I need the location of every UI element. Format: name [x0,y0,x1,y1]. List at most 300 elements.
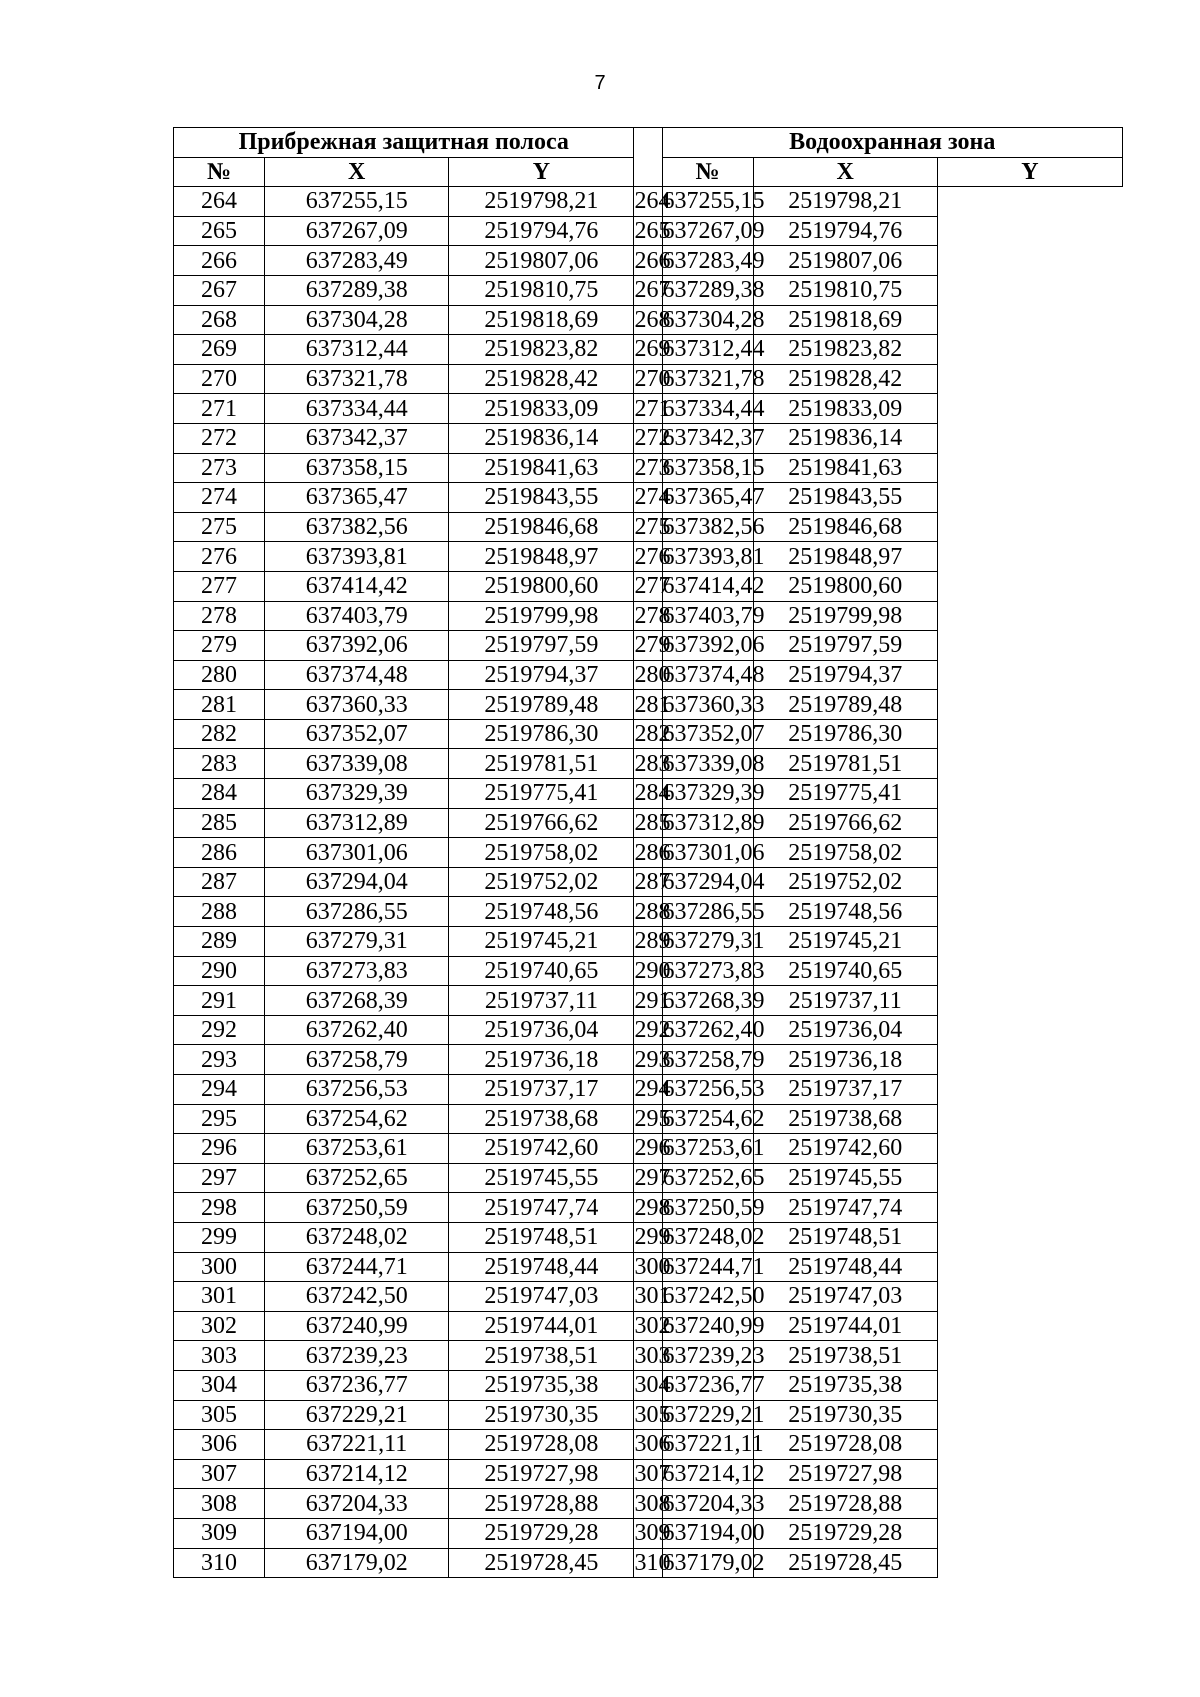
table-row [174,897,1123,927]
right-cell-y: 2519818,69 [753,305,937,335]
right-cell-y: 2519727,98 [753,1459,937,1489]
left-cell-x: 637255,15 [265,187,449,217]
coordinates-table [173,127,1123,1578]
table-row [174,867,1123,897]
left-cell-y: 2519747,74 [449,1193,634,1223]
right-cell-x: 637283,49 [662,247,765,274]
right-cell-x: 637374,48 [662,661,765,688]
left-cell-num: 292 [174,1015,265,1045]
left-cell-x: 637258,79 [265,1045,449,1075]
right-cell-y: 2519747,03 [753,1282,937,1312]
right-cell-y: 2519841,63 [753,453,937,483]
left-cell-y: 2519742,60 [449,1134,634,1164]
right-cell-y: 2519789,48 [753,690,937,720]
left-cell-y: 2519823,82 [449,335,634,365]
left-cell-num: 285 [174,808,265,838]
left-cell-y: 2519799,98 [449,601,634,631]
left-cell-num: 266 [174,246,265,276]
right-cell-y: 2519752,02 [753,867,937,897]
left-cell-num: 307 [174,1459,265,1489]
table-row [174,1518,1123,1548]
right-cell-num: 310 [634,1549,671,1576]
right-cell-x: 637289,38 [662,277,765,304]
right-cell-x: 637360,33 [662,691,765,718]
left-cell-y: 2519735,38 [449,1370,634,1400]
right-header-y: Y [937,157,1122,187]
right-cell-y: 2519740,65 [753,956,937,986]
right-cell-x: 637229,21 [662,1401,765,1428]
table-row [174,423,1123,453]
right-cell-x: 637365,47 [662,484,765,511]
right-cell-num: 286 [634,839,671,866]
right-cell-num: 305 [634,1401,671,1428]
right-cell-num: 301 [634,1283,671,1310]
left-cell-x: 637267,09 [265,216,449,246]
left-cell-y: 2519794,37 [449,660,634,690]
right-cell-x: 637334,44 [662,395,765,422]
left-cell-y: 2519758,02 [449,838,634,868]
right-cell-x: 637393,81 [662,543,765,570]
left-cell-x: 637194,00 [265,1518,449,1548]
right-cell-num: 289 [634,928,671,955]
right-cell-x: 637262,40 [662,1017,765,1044]
right-cell-x: 637414,42 [662,573,765,600]
right-cell-num: 294 [634,1076,671,1103]
left-cell-x: 637360,33 [265,690,449,720]
table-row [174,571,1123,601]
table-row [174,1104,1123,1134]
left-cell-y: 2519745,55 [449,1163,634,1193]
right-cell-x: 637329,39 [662,780,765,807]
right-cell-x: 637250,59 [662,1194,765,1221]
table-row [174,986,1123,1016]
left-cell-y: 2519833,09 [449,394,634,424]
right-cell-num: 273 [634,454,671,481]
left-cell-num: 288 [174,897,265,927]
left-cell-x: 637262,40 [265,1015,449,1045]
left-cell-x: 637254,62 [265,1104,449,1134]
right-cell-y: 2519800,60 [753,571,937,601]
right-cell-num: 287 [634,869,671,896]
table-row [174,1548,1123,1578]
left-cell-x: 637374,48 [265,660,449,690]
right-cell-y: 2519744,01 [753,1311,937,1341]
left-cell-num: 277 [174,571,265,601]
right-cell-x: 637312,44 [662,336,765,363]
right-cell-y: 2519748,44 [753,1252,937,1282]
table-row [174,1222,1123,1252]
right-cell-num: 292 [634,1017,671,1044]
left-cell-x: 637252,65 [265,1163,449,1193]
right-cell-y: 2519848,97 [753,542,937,572]
left-cell-y: 2519752,02 [449,867,634,897]
right-cell-x: 637286,55 [662,898,765,925]
right-cell-y: 2519729,28 [753,1518,937,1548]
left-cell-x: 637239,23 [265,1341,449,1371]
right-cell-num: 274 [634,484,671,511]
left-cell-x: 637279,31 [265,927,449,957]
table-row [174,1015,1123,1045]
right-cell-x: 637214,12 [662,1461,765,1488]
left-cell-x: 637321,78 [265,364,449,394]
right-cell-x: 637342,37 [662,425,765,452]
right-cell-y: 2519833,09 [753,394,937,424]
left-cell-x: 637342,37 [265,423,449,453]
right-cell-y: 2519794,76 [753,216,937,246]
left-header-y: Y [449,157,634,187]
left-cell-num: 296 [174,1134,265,1164]
table-row [174,749,1123,779]
left-cell-y: 2519727,98 [449,1459,634,1489]
left-cell-num: 291 [174,986,265,1016]
left-cell-y: 2519818,69 [449,305,634,335]
right-cell-x: 637256,53 [662,1076,765,1103]
left-cell-y: 2519841,63 [449,453,634,483]
right-cell-x: 637258,79 [662,1046,765,1073]
right-cell-y: 2519730,35 [753,1400,937,1430]
right-cell-x: 637304,28 [662,306,765,333]
right-cell-y: 2519810,75 [753,275,937,305]
left-cell-num: 289 [174,927,265,957]
left-cell-num: 295 [174,1104,265,1134]
right-cell-y: 2519738,51 [753,1341,937,1371]
left-cell-num: 303 [174,1341,265,1371]
right-cell-num: 278 [634,602,671,629]
right-cell-y: 2519745,21 [753,927,937,957]
left-cell-x: 637339,08 [265,749,449,779]
right-cell-num: 269 [634,336,671,363]
left-cell-x: 637244,71 [265,1252,449,1282]
left-cell-y: 2519736,04 [449,1015,634,1045]
table-row [174,1075,1123,1105]
right-cell-x: 637352,07 [662,721,765,748]
right-cell-num: 293 [634,1046,671,1073]
right-cell-num: 284 [634,780,671,807]
left-header-num: № [174,157,265,187]
right-cell-y: 2519735,38 [753,1370,937,1400]
left-cell-num: 310 [174,1548,265,1578]
table-row [174,453,1123,483]
left-cell-x: 637248,02 [265,1222,449,1252]
left-cell-y: 2519729,28 [449,1518,634,1548]
table-row [174,216,1123,246]
left-cell-x: 637283,49 [265,246,449,276]
right-cell-x: 637358,15 [662,454,765,481]
table-row [174,1430,1123,1460]
right-cell-y: 2519737,17 [753,1075,937,1105]
left-cell-x: 637301,06 [265,838,449,868]
left-cell-x: 637312,89 [265,808,449,838]
right-cell-num: 304 [634,1372,671,1399]
left-cell-num: 298 [174,1193,265,1223]
left-cell-y: 2519730,35 [449,1400,634,1430]
table-row [174,838,1123,868]
right-cell-num: 272 [634,425,671,452]
left-cell-y: 2519846,68 [449,512,634,542]
left-cell-num: 271 [174,394,265,424]
left-cell-num: 309 [174,1518,265,1548]
right-cell-num: 268 [634,306,671,333]
left-cell-x: 637382,56 [265,512,449,542]
right-cell-y: 2519807,06 [753,246,937,276]
right-cell-x: 637392,06 [662,632,765,659]
right-cell-num: 290 [634,957,671,984]
left-cell-num: 276 [174,542,265,572]
left-cell-num: 293 [174,1045,265,1075]
left-cell-num: 304 [174,1370,265,1400]
left-cell-y: 2519728,88 [449,1489,634,1519]
left-cell-y: 2519848,97 [449,542,634,572]
left-cell-num: 286 [174,838,265,868]
right-cell-y: 2519728,08 [753,1430,937,1460]
left-cell-y: 2519737,17 [449,1075,634,1105]
right-cell-x: 637279,31 [662,928,765,955]
right-cell-num: 264 [634,188,671,215]
left-cell-y: 2519789,48 [449,690,634,720]
left-cell-num: 284 [174,779,265,809]
left-cell-y: 2519828,42 [449,364,634,394]
left-cell-num: 302 [174,1311,265,1341]
table-row [174,601,1123,631]
right-cell-x: 637236,77 [662,1372,765,1399]
left-cell-y: 2519738,51 [449,1341,634,1371]
left-cell-y: 2519736,18 [449,1045,634,1075]
right-cell-num: 265 [634,218,671,245]
left-cell-num: 267 [174,275,265,305]
left-cell-x: 637268,39 [265,986,449,1016]
left-cell-num: 265 [174,216,265,246]
right-cell-y: 2519748,56 [753,897,937,927]
table-row [174,1134,1123,1164]
table-row [174,187,1123,217]
left-cell-x: 637286,55 [265,897,449,927]
right-cell-num: 299 [634,1224,671,1251]
left-cell-num: 270 [174,364,265,394]
right-cell-x: 637294,04 [662,869,765,896]
left-cell-y: 2519797,59 [449,631,634,661]
right-cell-y: 2519843,55 [753,483,937,513]
left-cell-x: 637365,47 [265,483,449,513]
left-cell-y: 2519745,21 [449,927,634,957]
left-cell-num: 275 [174,512,265,542]
right-cell-y: 2519797,59 [753,631,937,661]
right-cell-x: 637194,00 [662,1520,765,1547]
right-cell-y: 2519798,21 [753,187,937,217]
left-cell-x: 637403,79 [265,601,449,631]
left-cell-x: 637256,53 [265,1075,449,1105]
right-header-x: X [753,157,937,187]
left-cell-y: 2519775,41 [449,779,634,809]
table-row [174,246,1123,276]
left-cell-x: 637392,06 [265,631,449,661]
right-cell-x: 637312,89 [662,809,765,836]
right-cell-num: 275 [634,514,671,541]
left-cell-x: 637358,15 [265,453,449,483]
left-cell-x: 637229,21 [265,1400,449,1430]
right-cell-x: 637179,02 [662,1549,765,1576]
left-cell-y: 2519843,55 [449,483,634,513]
table-row [174,364,1123,394]
right-section-title: Водоохранная зона [662,128,1123,158]
right-cell-y: 2519846,68 [753,512,937,542]
table-row [174,690,1123,720]
right-cell-x: 637248,02 [662,1224,765,1251]
right-cell-x: 637273,83 [662,957,765,984]
right-cell-y: 2519775,41 [753,779,937,809]
left-cell-num: 278 [174,601,265,631]
left-cell-x: 637179,02 [265,1548,449,1578]
right-cell-y: 2519738,68 [753,1104,937,1134]
right-cell-x: 637255,15 [662,188,765,215]
right-cell-y: 2519836,14 [753,423,937,453]
left-cell-x: 637242,50 [265,1282,449,1312]
left-cell-x: 637294,04 [265,867,449,897]
left-cell-num: 280 [174,660,265,690]
right-cell-y: 2519728,88 [753,1489,937,1519]
right-cell-num: 306 [634,1431,671,1458]
left-cell-y: 2519800,60 [449,571,634,601]
right-cell-y: 2519742,60 [753,1134,937,1164]
left-cell-y: 2519810,75 [449,275,634,305]
left-cell-x: 637414,42 [265,571,449,601]
right-cell-num: 281 [634,691,671,718]
left-cell-x: 637221,11 [265,1430,449,1460]
table-row [174,1252,1123,1282]
left-cell-x: 637253,61 [265,1134,449,1164]
right-cell-x: 637403,79 [662,602,765,629]
table-row [174,660,1123,690]
right-cell-num: 303 [634,1342,671,1369]
table-row [174,631,1123,661]
table-row [174,927,1123,957]
right-cell-num: 300 [634,1253,671,1280]
table-row [174,1311,1123,1341]
right-cell-y: 2519781,51 [753,749,937,779]
table-row [174,1370,1123,1400]
left-cell-num: 273 [174,453,265,483]
table-row [174,1163,1123,1193]
left-section-title: Прибрежная защитная полоса [174,128,634,158]
left-cell-num: 268 [174,305,265,335]
left-cell-y: 2519781,51 [449,749,634,779]
left-cell-y: 2519807,06 [449,246,634,276]
left-cell-num: 301 [174,1282,265,1312]
left-cell-y: 2519836,14 [449,423,634,453]
left-cell-y: 2519728,45 [449,1548,634,1578]
right-cell-num: 271 [634,395,671,422]
right-cell-x: 637382,56 [662,514,765,541]
right-cell-y: 2519786,30 [753,719,937,749]
left-cell-y: 2519728,08 [449,1430,634,1460]
right-cell-num: 282 [634,721,671,748]
right-cell-num: 277 [634,573,671,600]
left-cell-num: 283 [174,749,265,779]
left-cell-y: 2519748,51 [449,1222,634,1252]
right-cell-num: 291 [634,987,671,1014]
left-cell-y: 2519798,21 [449,187,634,217]
left-cell-x: 637250,59 [265,1193,449,1223]
right-cell-x: 637267,09 [662,218,765,245]
table-row [174,394,1123,424]
left-cell-num: 305 [174,1400,265,1430]
right-cell-y: 2519748,51 [753,1222,937,1252]
right-cell-num: 283 [634,750,671,777]
left-cell-num: 269 [174,335,265,365]
left-cell-y: 2519740,65 [449,956,634,986]
table-row [174,335,1123,365]
left-cell-y: 2519737,11 [449,986,634,1016]
table-row [174,956,1123,986]
right-cell-x: 637239,23 [662,1342,765,1369]
left-cell-y: 2519766,62 [449,808,634,838]
right-cell-x: 637321,78 [662,366,765,393]
table-row [174,779,1123,809]
right-cell-num: 307 [634,1461,671,1488]
table-row [174,1193,1123,1223]
right-cell-y: 2519745,55 [753,1163,937,1193]
left-cell-x: 637334,44 [265,394,449,424]
left-cell-x: 637304,28 [265,305,449,335]
left-cell-num: 274 [174,483,265,513]
left-cell-x: 637352,07 [265,719,449,749]
table-row [174,1341,1123,1371]
table-row [174,1400,1123,1430]
left-cell-num: 282 [174,719,265,749]
table-row [174,275,1123,305]
right-cell-y: 2519737,11 [753,986,937,1016]
right-header-num: № [662,157,753,187]
right-cell-num: 298 [634,1194,671,1221]
right-cell-num: 296 [634,1135,671,1162]
left-cell-x: 637273,83 [265,956,449,986]
left-cell-y: 2519748,56 [449,897,634,927]
right-cell-y: 2519736,04 [753,1015,937,1045]
right-cell-x: 637339,08 [662,750,765,777]
left-cell-num: 308 [174,1489,265,1519]
left-cell-y: 2519748,44 [449,1252,634,1282]
right-cell-num: 276 [634,543,671,570]
right-cell-num: 288 [634,898,671,925]
left-cell-num: 306 [174,1430,265,1460]
left-cell-num: 300 [174,1252,265,1282]
left-cell-x: 637312,44 [265,335,449,365]
right-cell-x: 637244,71 [662,1253,765,1280]
right-cell-y: 2519747,74 [753,1193,937,1223]
right-cell-y: 2519799,98 [753,601,937,631]
left-cell-y: 2519794,76 [449,216,634,246]
right-cell-x: 637252,65 [662,1165,765,1192]
left-cell-num: 290 [174,956,265,986]
right-cell-num: 302 [634,1313,671,1340]
right-cell-y: 2519766,62 [753,808,937,838]
right-cell-num: 285 [634,809,671,836]
right-cell-y: 2519758,02 [753,838,937,868]
right-cell-num: 297 [634,1165,671,1192]
right-cell-x: 637221,11 [662,1431,764,1458]
table-row [174,305,1123,335]
left-cell-x: 637236,77 [265,1370,449,1400]
right-cell-x: 637301,06 [662,839,765,866]
right-cell-x: 637253,61 [662,1135,765,1162]
left-cell-num: 272 [174,423,265,453]
right-cell-y: 2519736,18 [753,1045,937,1075]
page-number: 7 [594,72,606,94]
right-cell-x: 637240,99 [662,1313,765,1340]
table-row [174,1282,1123,1312]
table-row [174,1459,1123,1489]
table-row [174,808,1123,838]
right-cell-num: 279 [634,632,671,659]
